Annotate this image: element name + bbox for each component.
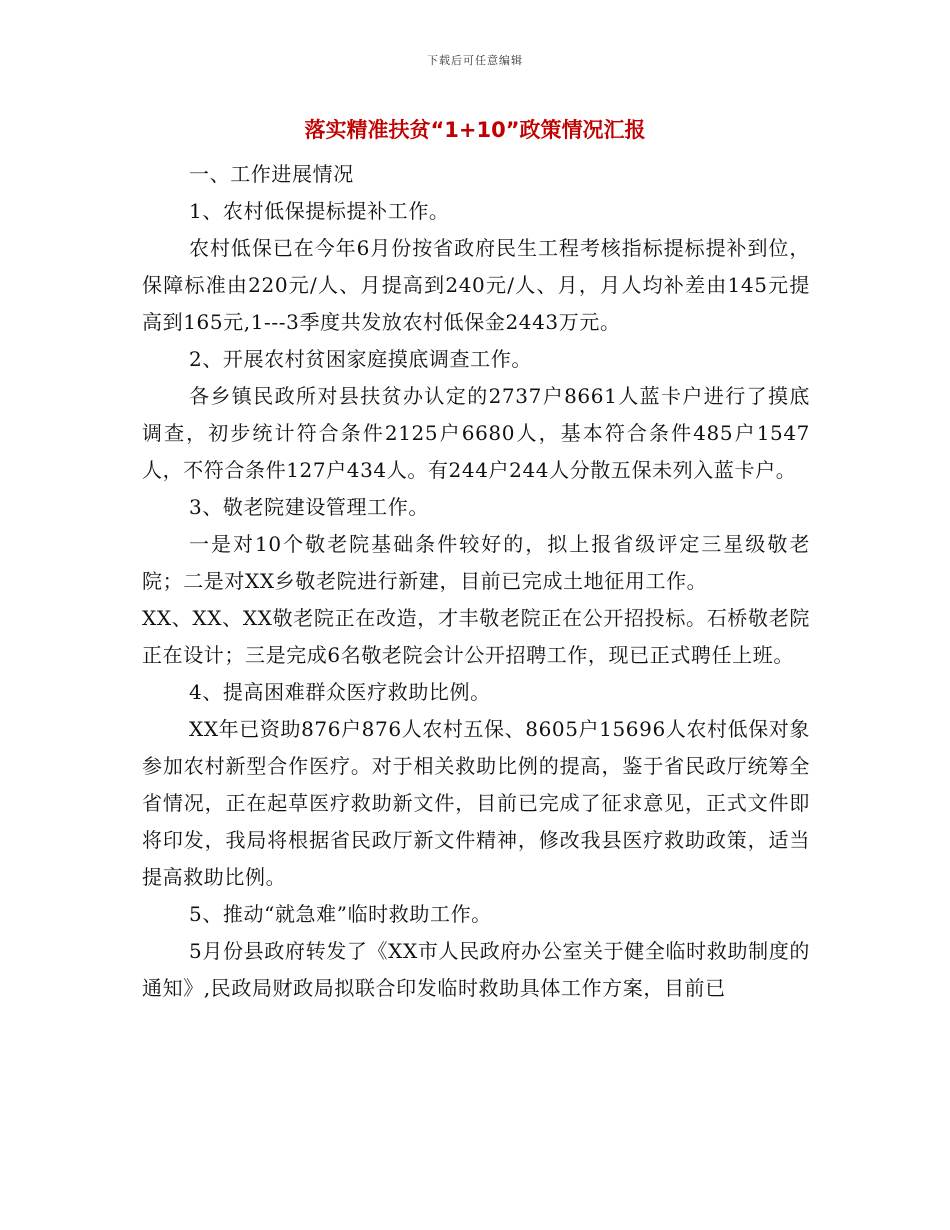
body-paragraph: XX、XX、XX敬老院正在改造，才丰敬老院正在公开招投标。石桥敬老院正在设计；三是完成6名敬老院会计公开招聘工作，现已正式聘任上班。 [142,606,810,667]
document-title: 落实精准扶贫“1+10”政策情况汇报 [304,118,646,142]
section-heading: 一、工作进展情况 [189,162,354,186]
body-paragraph: XX年已资助876户876人农村五保、8605户15696人农村低保对象参加农村新型合作医疗。对于相关救助比例的提高，鉴于省民政厅统筹全省情况，正在起草医疗救助新文件，目前已完成了征求意见，正式文件即将印发，我局将根据省民政厅新文件精神，修改我县医疗救助政策，适当提高救助比例。 [142,717,810,889]
document-body [142,156,810,1007]
subsection-heading: 1、农村低保提标提补工作。 [189,199,450,223]
subsection-heading: 4、提高困难群众医疗救助比例。 [189,680,491,704]
subsection-heading: 2、开展农村贫困家庭摸底调查工作。 [189,347,532,371]
body-paragraph: 一是对10个敬老院基础条件较好的，拟上报省级评定三星级敬老院；二是对XX乡敬老院进行新建，目前已完成土地征用工作。 [142,532,810,593]
subsection-heading: 3、敬老院建设管理工作。 [189,495,429,519]
subsection-heading: 5、推动“就急难”临时救助工作。 [189,902,492,926]
body-paragraph: 农村低保已在今年6月份按省政府民生工程考核指标提标提补到位，保障标准由220元/人、月提高到240元/人、月，月人均补差由145元提高到165元,1---3季度共发放农村低保金2443万元。 [142,236,810,334]
body-paragraph: 5月份县政府转发了《XX市人民政府办公室关于健全临时救助制度的通知》,民政局财政局拟联合印发临时救助具体工作方案，目前已 [142,939,810,1000]
body-paragraph: 各乡镇民政所对县扶贫办认定的2737户8661人蓝卡户进行了摸底调查，初步统计符合条件2125户6680人，基本符合条件485户1547人，不符合条件127户434人。有244户244人分散五保未列入蓝卡户。 [142,384,810,482]
header-note: 下载后可任意编辑 [427,54,523,67]
